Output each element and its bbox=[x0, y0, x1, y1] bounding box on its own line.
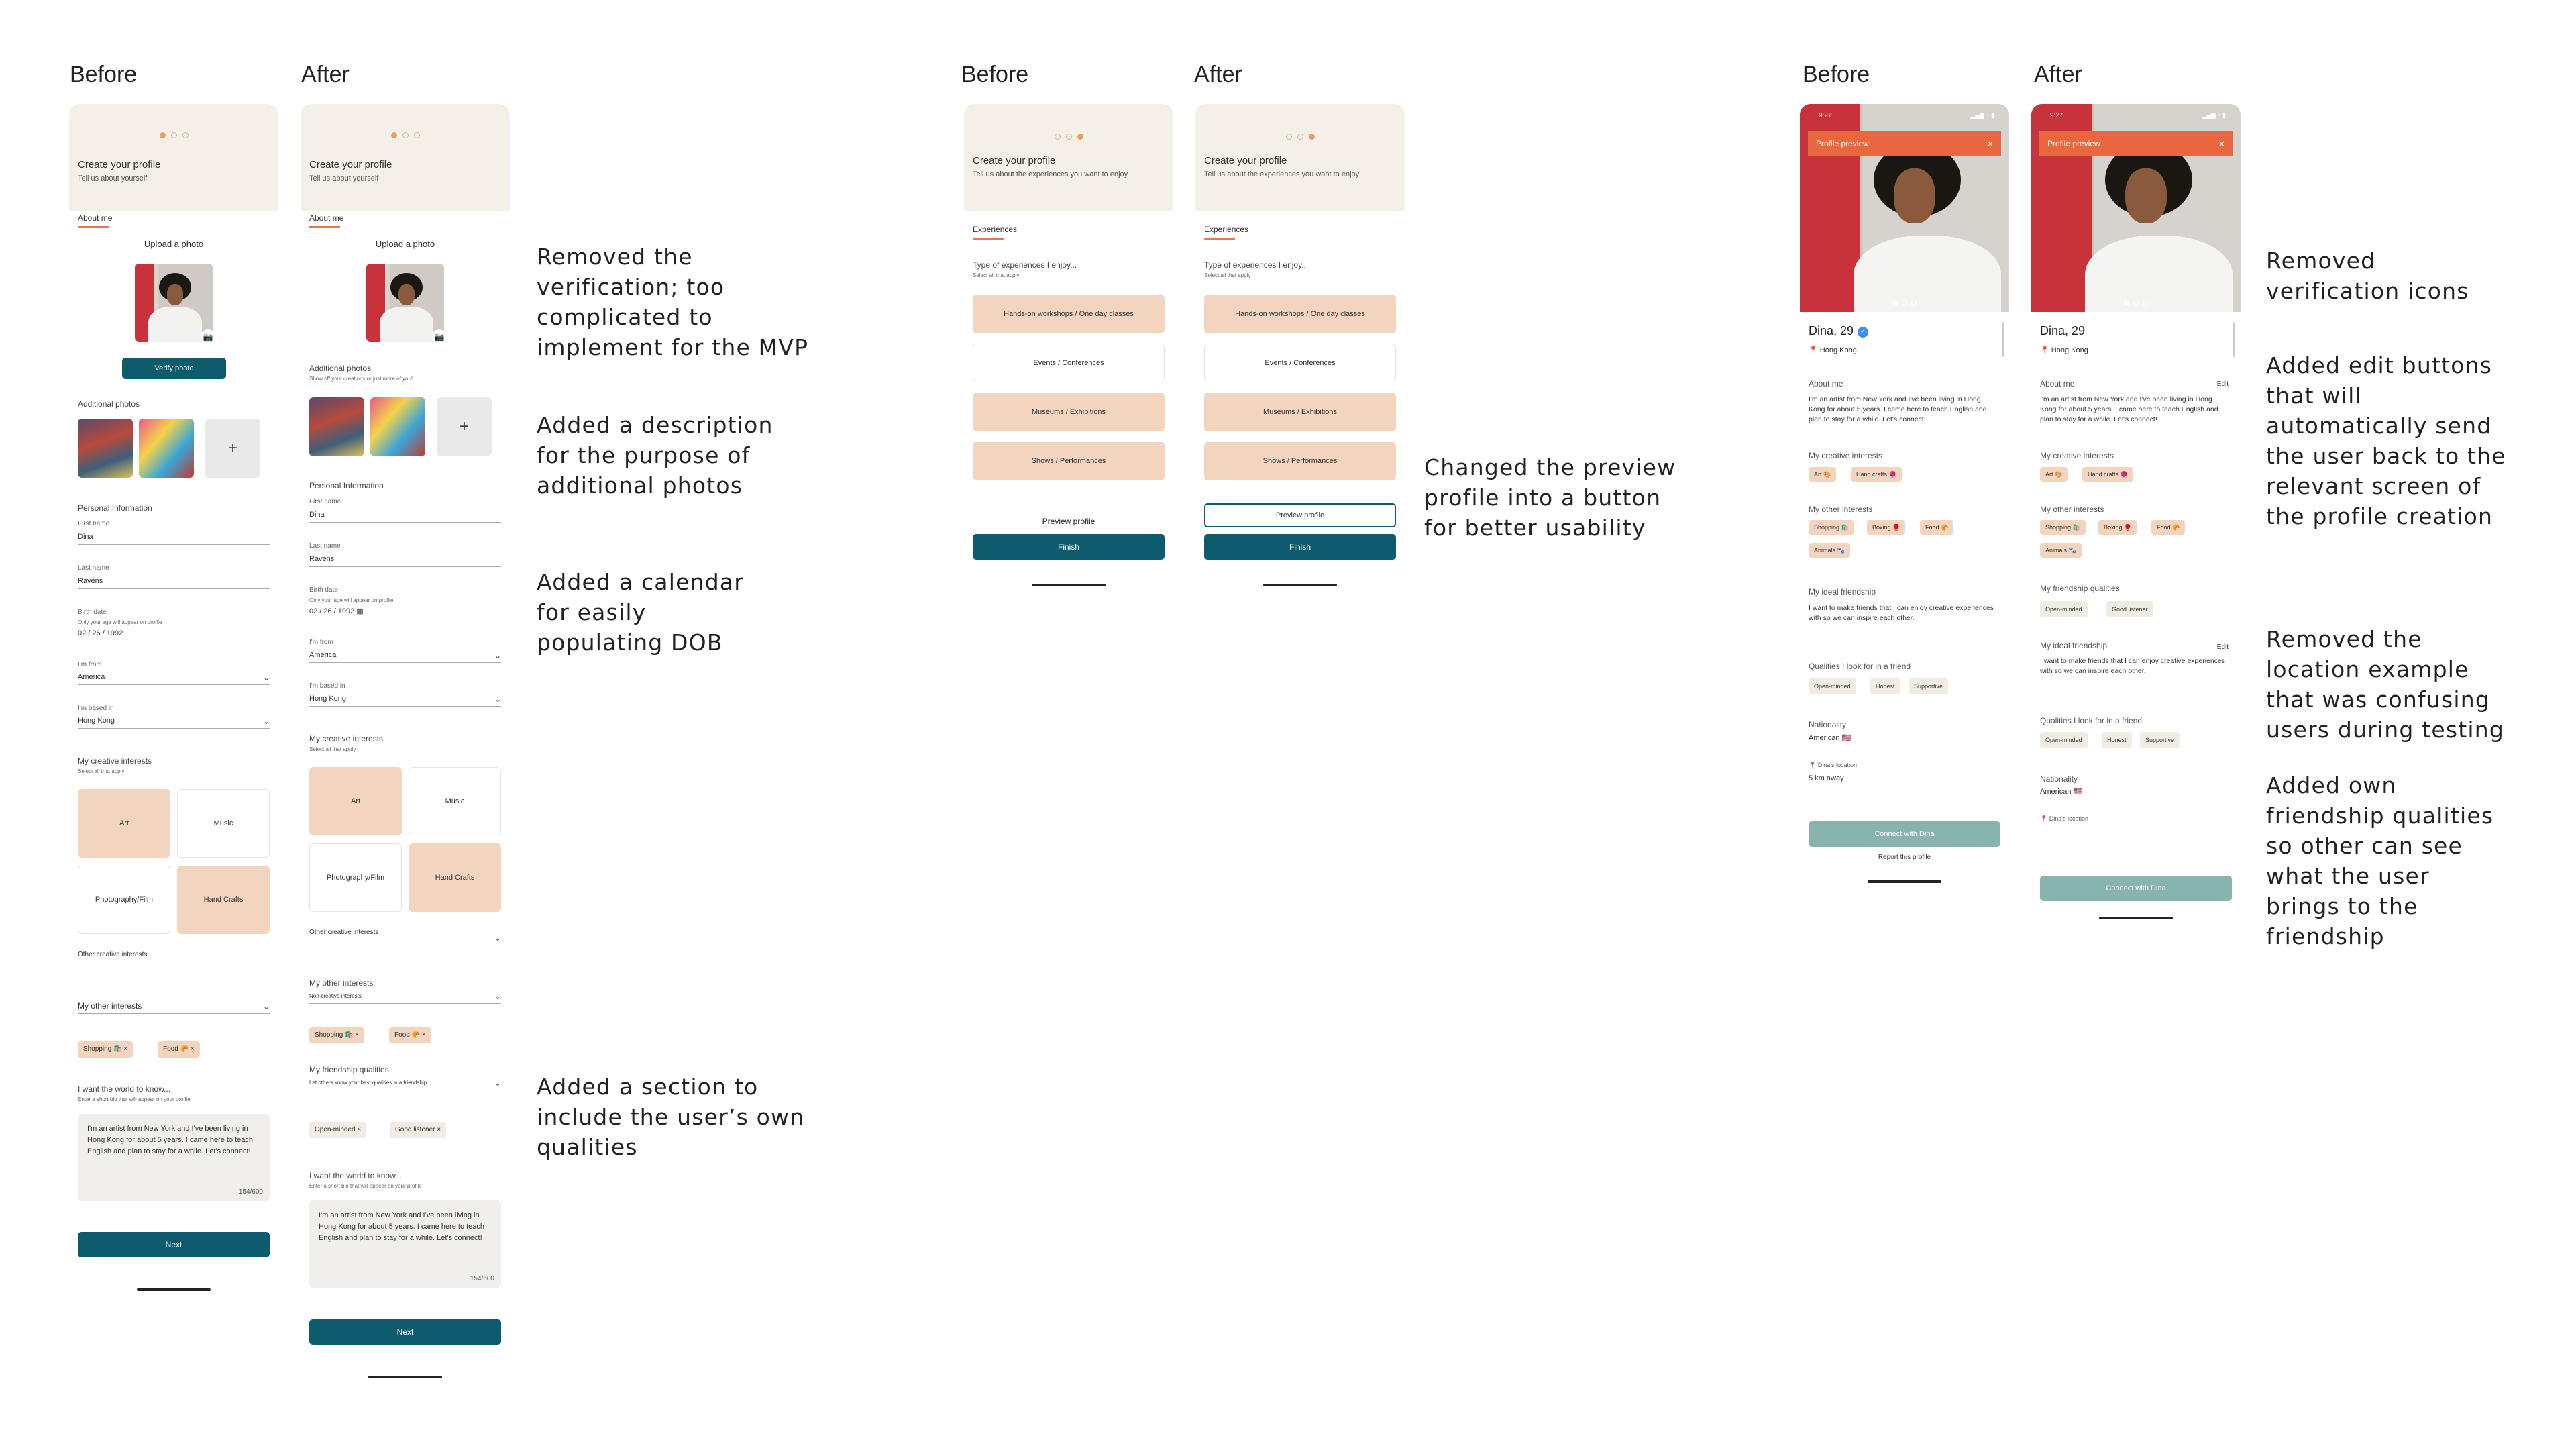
option-events[interactable]: Events / Conferences bbox=[973, 344, 1165, 382]
first-name-field[interactable]: Dina bbox=[78, 531, 270, 545]
ideal-friendship-text: I want to make friends that I can enjoy creative experiences with so we can inspire each other. bbox=[2040, 657, 2226, 675]
first-name-label: First name bbox=[78, 520, 110, 527]
friendship-qualities-select[interactable]: Let others know your best qualities in a friendship ⌄ bbox=[309, 1077, 501, 1090]
nationality-title: Nationality bbox=[1809, 720, 1847, 729]
first-name-label: First name bbox=[309, 498, 341, 505]
tab-indicator bbox=[973, 238, 1004, 240]
experiences-header bbox=[964, 104, 1173, 211]
birth-date-note: Only your age will appear on profile bbox=[309, 597, 394, 603]
header-title: Create your profile bbox=[973, 155, 1056, 166]
profile-header bbox=[301, 104, 510, 211]
bio-textarea[interactable] bbox=[309, 1200, 501, 1288]
after-label: After bbox=[301, 62, 350, 87]
chip-shopping: Shopping 🛍️ bbox=[2040, 520, 2086, 535]
close-icon[interactable]: × bbox=[1987, 138, 1993, 149]
interest-card-art[interactable]: Art bbox=[78, 789, 170, 858]
pin-icon: 📍 bbox=[2040, 815, 2048, 822]
home-indicator bbox=[368, 1376, 442, 1378]
based-select[interactable]: Hong Kong ⌄ bbox=[309, 693, 501, 707]
chip-open-minded: Open-minded bbox=[2040, 601, 2088, 617]
based-label: I'm based in bbox=[78, 705, 114, 712]
pin-icon: 📍 bbox=[2040, 346, 2049, 354]
experiences-after-screen bbox=[1195, 104, 1405, 594]
close-icon[interactable]: × bbox=[355, 1031, 360, 1039]
nationality-value: American 🇺🇸 bbox=[2040, 788, 2083, 796]
step-dots bbox=[301, 130, 510, 142]
close-icon[interactable]: × bbox=[421, 1031, 426, 1039]
home-indicator bbox=[137, 1288, 211, 1291]
chip-hand-crafts: Hand crafts 🧶 bbox=[1851, 467, 1902, 482]
status-time: 9:27 bbox=[1819, 112, 1832, 119]
interest-card-hand-crafts[interactable]: Hand Crafts bbox=[177, 866, 270, 934]
chevron-down-icon: ⌄ bbox=[262, 673, 270, 682]
profile-preview-banner: Profile preview × bbox=[2039, 131, 2233, 156]
note-edit-buttons: Added edit buttons that will automatically send the user back to the relevant screen of the profile creation bbox=[2266, 352, 2506, 529]
option-museums[interactable]: Museums / Exhibitions bbox=[973, 393, 1165, 431]
before-label: Before bbox=[961, 62, 1029, 87]
photo-pager-dots bbox=[2031, 297, 2241, 309]
profile-photo[interactable] bbox=[135, 264, 213, 342]
birth-date-label: Birth date bbox=[309, 586, 338, 594]
calendar-icon[interactable]: ▦ bbox=[356, 607, 364, 615]
edit-ideal-button[interactable]: Edit bbox=[2216, 643, 2229, 651]
close-icon[interactable]: × bbox=[190, 1045, 195, 1053]
select-all-note: Select all that apply bbox=[973, 272, 1020, 278]
experiences-before-screen bbox=[964, 104, 1173, 594]
note-calendar: Added a calendar for easily populating DOB bbox=[537, 569, 745, 656]
last-name-field[interactable]: Ravens bbox=[309, 554, 501, 567]
interest-card-music[interactable]: Music bbox=[177, 789, 270, 858]
chevron-down-icon: ⌄ bbox=[262, 1002, 270, 1011]
ideal-friendship-text: I want to make friends that I can enjoy creative experiences with so we can inspire each other. bbox=[1809, 604, 1994, 622]
finish-button[interactable]: Finish bbox=[1204, 534, 1396, 560]
report-profile-link[interactable]: Report this profile bbox=[1878, 854, 1931, 861]
profile-name: Dina, 29 bbox=[2040, 324, 2086, 338]
home-indicator bbox=[1868, 880, 1941, 883]
chip-supportive: Supportive bbox=[2140, 732, 2180, 748]
from-select[interactable]: America ⌄ bbox=[78, 672, 270, 685]
additional-photos-desc: Show off your creations or just more of you! bbox=[309, 376, 413, 382]
profile-location: 📍 Hong Kong bbox=[1809, 346, 1857, 354]
experience-type-label: Type of experiences I enjoy... bbox=[1204, 260, 1309, 270]
next-button[interactable]: Next bbox=[309, 1319, 501, 1345]
scrollbar[interactable] bbox=[2002, 322, 2004, 357]
add-photo-button[interactable]: + bbox=[205, 419, 260, 478]
option-museums[interactable]: Museums / Exhibitions bbox=[1204, 393, 1396, 431]
before-label: Before bbox=[70, 62, 138, 87]
chip-art: Art 🎨 bbox=[2040, 467, 2068, 482]
profile-photo[interactable] bbox=[366, 264, 444, 342]
status-icons: ▂▄▆ ◔ ▮ bbox=[1970, 112, 1994, 119]
other-interests-title: My other interests bbox=[2040, 505, 2104, 514]
note-additional-photos: Added a description for the purpose of additional photos bbox=[537, 412, 773, 499]
last-name-label: Last name bbox=[78, 564, 109, 572]
other-creative-select[interactable]: Other creative interests ⌄ bbox=[309, 927, 501, 945]
chip-open-minded: Open-minded bbox=[2040, 732, 2088, 748]
creative-interests-title: My creative interests bbox=[2040, 451, 2114, 460]
chip-boxing: Boxing 🥊 bbox=[1867, 520, 1905, 535]
close-icon[interactable]: × bbox=[357, 1126, 362, 1133]
step-dots bbox=[964, 131, 1173, 143]
additional-photos-label: Additional photos bbox=[309, 364, 372, 373]
creative-interests-label: My creative interests bbox=[309, 734, 384, 743]
dina-location-label: 📍 Dina's location bbox=[2040, 815, 2088, 822]
add-photo-button[interactable]: + bbox=[437, 397, 492, 456]
friendship-qualities-title: My friendship qualities bbox=[2040, 584, 2120, 593]
header-subtitle: Tell us about yourself bbox=[78, 174, 148, 183]
from-select[interactable]: America ⌄ bbox=[309, 650, 501, 663]
based-select[interactable]: Hong Kong ⌄ bbox=[78, 715, 270, 729]
verify-photo-button[interactable]: Verify photo bbox=[122, 358, 226, 379]
birth-date-field[interactable]: 02 / 26 / 1992 bbox=[78, 628, 270, 641]
header-title: Create your profile bbox=[78, 159, 161, 170]
option-workshops[interactable]: Hands-on workshops / One day classes bbox=[1204, 295, 1396, 333]
profile-header bbox=[69, 104, 278, 211]
connect-button[interactable]: Connect with Dina bbox=[1809, 821, 2000, 847]
status-time: 9:27 bbox=[2050, 112, 2063, 119]
chip-supportive: Supportive bbox=[1909, 678, 1948, 694]
select-all-note: Select all that apply bbox=[1204, 272, 1251, 278]
chip-food: Food 🥐 bbox=[1920, 520, 1953, 535]
qualities-look-for-title: Qualities I look for in a friend bbox=[1809, 662, 1911, 671]
chip-shopping[interactable]: Shopping 🛍️ × bbox=[309, 1027, 364, 1043]
preview-after-screen bbox=[2031, 104, 2241, 929]
distance-value: 5 km away bbox=[1809, 774, 1844, 782]
camera-icon[interactable]: 📷 bbox=[201, 329, 215, 344]
last-name-label: Last name bbox=[309, 542, 341, 550]
chip-shopping[interactable]: Shopping 🛍️ × bbox=[78, 1041, 133, 1058]
interest-card-photography[interactable]: Photography/Film bbox=[78, 866, 170, 934]
tab-indicator bbox=[309, 226, 340, 228]
birth-date-field[interactable]: 02 / 26 / 1992 ▦ bbox=[309, 606, 501, 619]
personal-info-label: Personal Information bbox=[78, 503, 152, 513]
nationality-value: American 🇺🇸 bbox=[1809, 734, 1851, 742]
about-me-text: I'm an artist from New York and I've been living in Hong Kong for about 5 years. I came here to teach English and plan to stay for a while. Let's connect! bbox=[2040, 395, 2218, 423]
chevron-down-icon: ⌄ bbox=[494, 992, 501, 1001]
chip-honest: Honest bbox=[1870, 678, 1900, 694]
chip-open-minded: Open-minded bbox=[1809, 678, 1856, 694]
preview-before-screen bbox=[1800, 104, 2009, 889]
next-button[interactable]: Next bbox=[78, 1232, 270, 1257]
world-label: I want the world to know... bbox=[78, 1084, 171, 1094]
note-removed-verification-icons: Removed verification icons bbox=[2266, 248, 2469, 304]
world-desc: Enter a short bio that will appear on your profile bbox=[78, 1096, 191, 1102]
close-icon[interactable]: × bbox=[437, 1126, 441, 1133]
chip-food[interactable]: Food 🥐 × bbox=[389, 1027, 431, 1043]
chip-art: Art 🎨 bbox=[1809, 467, 1836, 482]
from-label: I'm from bbox=[78, 661, 102, 668]
home-indicator bbox=[2099, 917, 2173, 919]
char-count: 154/600 bbox=[238, 1188, 263, 1196]
birth-date-label: Birth date bbox=[78, 609, 107, 616]
interest-card-hand-crafts[interactable]: Hand Crafts bbox=[409, 843, 501, 912]
world-label: I want the world to know... bbox=[309, 1171, 402, 1180]
home-indicator bbox=[1263, 584, 1337, 586]
header-subtitle: Tell us about the experiences you want to enjoy bbox=[1204, 170, 1360, 178]
close-icon[interactable]: × bbox=[2218, 138, 2224, 149]
note-own-friendship-qualities: Added own friendship qualities so other can see what the user brings to the friendship bbox=[2266, 772, 2494, 949]
profile-name: Dina, 29 ✓ bbox=[1809, 324, 1868, 338]
char-count: 154/600 bbox=[470, 1275, 494, 1282]
note-removed-location: Removed the location example that was confusing users during testing bbox=[2266, 626, 2505, 743]
additional-photo-1[interactable] bbox=[309, 397, 364, 456]
chevron-down-icon: ⌄ bbox=[494, 694, 501, 704]
tab-indicator bbox=[78, 226, 109, 228]
creative-interests-label: My creative interests bbox=[78, 756, 152, 766]
additional-photo-2[interactable] bbox=[370, 397, 425, 456]
about-me-title: About me bbox=[2040, 379, 2075, 389]
chip-good-listener[interactable]: Good listener × bbox=[390, 1122, 446, 1138]
experience-type-label: Type of experiences I enjoy... bbox=[973, 260, 1077, 270]
bio-text: I'm an artist from New York and I've been living in Hong Kong for about 5 years. I came here to teach English and plan to stay for a while. Let's connect! bbox=[319, 1211, 485, 1242]
ideal-friendship-title: My ideal friendship bbox=[1809, 587, 1876, 597]
bio-textarea[interactable] bbox=[78, 1114, 270, 1201]
after-label: After bbox=[2034, 62, 2082, 87]
note-own-qualities: Added a section to include the user’s own qualities bbox=[537, 1074, 805, 1160]
select-all-note: Select all that apply bbox=[309, 746, 356, 752]
select-all-note: Select all that apply bbox=[78, 768, 125, 774]
option-shows[interactable]: Shows / Performances bbox=[1204, 442, 1396, 480]
last-name-field[interactable]: Ravens bbox=[78, 576, 270, 589]
chevron-down-icon: ⌄ bbox=[494, 933, 501, 943]
personal-info-label: Personal Information bbox=[309, 481, 384, 491]
chip-hand-crafts: Hand crafts 🧶 bbox=[2082, 467, 2133, 482]
interest-card-music[interactable]: Music bbox=[409, 767, 501, 835]
close-icon[interactable]: × bbox=[123, 1045, 128, 1053]
additional-photo-2[interactable] bbox=[139, 419, 194, 478]
other-interests-title: My other interests bbox=[1809, 505, 1873, 514]
chip-animals: Animals 🐾 bbox=[2040, 543, 2082, 558]
friendship-qualities-label: My friendship qualities bbox=[309, 1065, 389, 1074]
profile-hero-photo bbox=[1800, 104, 2009, 312]
additional-photo-1[interactable] bbox=[78, 419, 133, 478]
tab-about-me[interactable]: About me bbox=[78, 213, 113, 223]
chip-animals: Animals 🐾 bbox=[1809, 543, 1850, 558]
status-icons: ▂▄▆ ◔ ▮ bbox=[2202, 112, 2226, 119]
camera-icon[interactable]: 📷 bbox=[432, 329, 447, 344]
experiences-header bbox=[1195, 104, 1405, 211]
first-name-field[interactable]: Dina bbox=[309, 509, 501, 523]
profile-location: 📍 Hong Kong bbox=[2040, 346, 2088, 354]
upload-photo-label: Upload a photo bbox=[144, 239, 204, 249]
creative-interests-title: My creative interests bbox=[1809, 451, 1883, 460]
tab-experiences[interactable]: Experiences bbox=[973, 225, 1018, 234]
connect-button[interactable]: Connect with Dina bbox=[2040, 876, 2232, 901]
dina-location-label: 📍 Dina's location bbox=[1809, 762, 1857, 768]
about-me-title: About me bbox=[1809, 379, 1843, 389]
chip-shopping: Shopping 🛍️ bbox=[1809, 520, 1854, 535]
step-dots bbox=[1195, 131, 1405, 143]
preview-profile-button[interactable]: Preview profile bbox=[1204, 503, 1396, 527]
pin-icon: 📍 bbox=[1809, 346, 1818, 354]
qualities-look-for-title: Qualities I look for in a friend bbox=[2040, 716, 2143, 725]
photo-pager-dots bbox=[1800, 297, 2009, 309]
chip-food[interactable]: Food 🥐 × bbox=[158, 1041, 200, 1058]
other-interests-select[interactable]: My other interests ⌄ bbox=[78, 1000, 270, 1014]
profile-preview-banner: Profile preview × bbox=[1808, 131, 2001, 156]
interest-card-art[interactable]: Art bbox=[309, 767, 402, 835]
ideal-friendship-title: My ideal friendship bbox=[2040, 641, 2108, 650]
from-label: I'm from bbox=[309, 639, 333, 646]
after-label: After bbox=[1194, 62, 1242, 87]
bio-text: I'm an artist from New York and I've been living in Hong Kong for about 5 years. I came here to teach English and plan to stay for a while. Let's connect! bbox=[87, 1125, 254, 1155]
profile-hero-photo bbox=[2031, 104, 2241, 312]
pin-icon: 📍 bbox=[1809, 762, 1817, 768]
other-creative-select[interactable]: Other creative interests bbox=[78, 949, 270, 962]
preview-profile-link[interactable]: Preview profile bbox=[1042, 517, 1095, 526]
scrollbar[interactable] bbox=[2233, 322, 2235, 357]
other-interests-select[interactable]: Non-creative interests ⌄ bbox=[309, 990, 501, 1004]
option-workshops[interactable]: Hands-on workshops / One day classes bbox=[973, 295, 1165, 333]
chip-open-minded[interactable]: Open-minded × bbox=[309, 1122, 366, 1138]
home-indicator bbox=[1032, 584, 1106, 586]
header-title: Create your profile bbox=[309, 159, 392, 170]
edit-about-button[interactable]: Edit bbox=[2216, 380, 2229, 388]
based-label: I'm based in bbox=[309, 682, 345, 690]
chevron-down-icon: ⌄ bbox=[262, 717, 270, 726]
note-preview-button: Changed the preview profile into a button for better usability bbox=[1424, 454, 1676, 541]
header-subtitle: Tell us about yourself bbox=[309, 174, 379, 183]
tab-indicator bbox=[1204, 238, 1235, 240]
interest-card-photography[interactable]: Photography/Film bbox=[309, 843, 402, 912]
nationality-title: Nationality bbox=[2040, 774, 2078, 784]
birth-date-note: Only your age will appear on profile bbox=[78, 619, 162, 625]
world-desc: Enter a short bio that will appear on your profile bbox=[309, 1183, 422, 1189]
option-shows[interactable]: Shows / Performances bbox=[973, 442, 1165, 480]
chevron-down-icon: ⌄ bbox=[494, 1078, 501, 1088]
upload-photo-label: Upload a photo bbox=[375, 239, 435, 249]
tab-experiences[interactable]: Experiences bbox=[1204, 225, 1249, 234]
chip-boxing: Boxing 🥊 bbox=[2098, 520, 2137, 535]
step-dots bbox=[69, 130, 278, 142]
tab-about-me[interactable]: About me bbox=[309, 213, 344, 223]
option-events[interactable]: Events / Conferences bbox=[1204, 344, 1396, 382]
verified-icon: ✓ bbox=[1858, 327, 1868, 338]
chevron-down-icon: ⌄ bbox=[494, 651, 501, 660]
finish-button[interactable]: Finish bbox=[973, 534, 1165, 560]
header-title: Create your profile bbox=[1204, 155, 1287, 166]
additional-photos-label: Additional photos bbox=[78, 399, 140, 409]
chip-honest: Honest bbox=[2102, 732, 2132, 748]
profile-before-screen bbox=[69, 104, 278, 1305]
about-me-text: I'm an artist from New York and I've been living in Hong Kong for about 5 years. I came here to teach English and plan to stay for a while. Let's connect! bbox=[1809, 395, 1987, 423]
chip-food: Food 🥐 bbox=[2151, 520, 2185, 535]
note-removed-verification: Removed the verification; too complicated to implement for the MVP bbox=[537, 244, 809, 360]
chip-good-listener: Good listener bbox=[2106, 601, 2153, 617]
header-subtitle: Tell us about the experiences you want to enjoy bbox=[973, 170, 1128, 178]
profile-after-screen bbox=[301, 104, 510, 1392]
before-label: Before bbox=[1803, 62, 1870, 87]
other-interests-label: My other interests bbox=[309, 978, 374, 988]
